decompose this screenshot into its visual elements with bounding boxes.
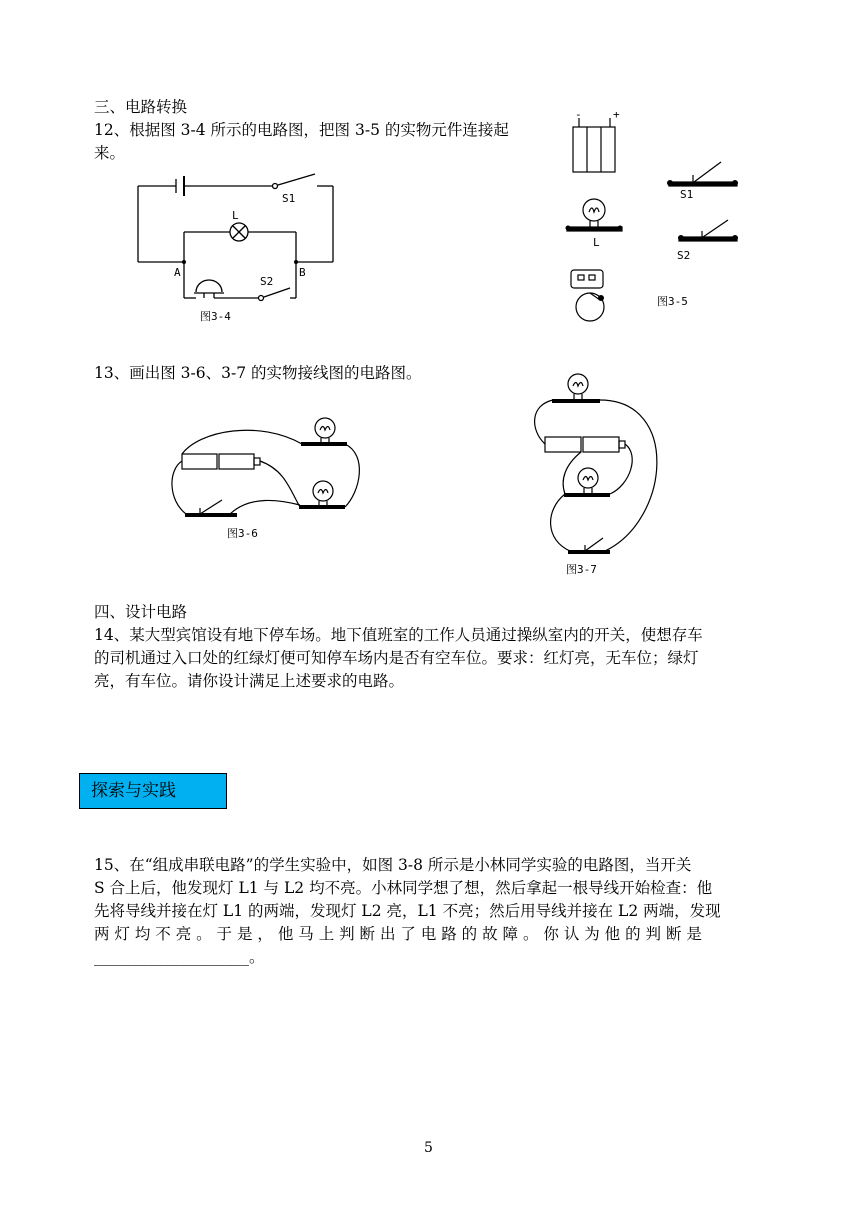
fig34-label-s2: S2 [260,275,274,288]
question-15-line-4: 两 灯 均 不 亮 。 于 是 ， 他 马 上 判 断 出 了 电 路 的 故 障 。 你 认 为 他 的 判 断 是 [94,925,702,943]
fig34-label-b: B [299,266,306,279]
fig37-caption: 图3-7 [566,563,597,576]
answer-blank[interactable]: ____________________ [94,948,249,966]
section-4-title: 四、设计电路 [94,603,188,621]
fig34-caption: 图3-4 [200,310,231,323]
question-14-line-2: 的司机通过入口处的红绿灯便可知停车场内是否有空车位。要求：红灯亮，无车位；绿灯 [94,649,699,667]
question-15-line-3: 先将导线并接在灯 L1 的两端，发现灯 L2 亮，L1 不亮；然后用导线并接在 L2 两端，发现 [94,902,721,920]
answer-end-mark: 。 [249,948,265,966]
fig35-caption: 图3-5 [657,295,688,308]
fig34-label-l: L [232,209,239,222]
fig36-caption: 图3-6 [227,527,258,540]
fig35-minus: - [575,108,582,121]
question-14-line-1: 14、某大型宾馆设有地下停车场。地下值班室的工作人员通过操纵室内的开关，使想存车 [94,626,703,644]
question-13: 13、画出图 3-6、3-7 的实物接线图的电路图。 [94,364,422,382]
question-15-line-2: S 合上后，他发现灯 L1 与 L2 均不亮。小林同学想了想，然后拿起一根导线开始检查：他 [94,879,713,897]
question-14-line-3: 亮，有车位。请你设计满足上述要求的电路。 [94,672,405,690]
fig35-label-s2: S2 [677,249,691,262]
section-3-title: 三、电路转换 [94,98,188,116]
fig35-plus: + [613,108,620,121]
question-12-line-2: 来。 [94,144,126,162]
explore-practice-badge: 探索与实践 [79,773,227,809]
question-15-line-1: 15、在“组成串联电路”的学生实验中，如图 3-8 所示是小林同学实验的电路图，当开关 [94,856,692,874]
page-number: 5 [424,1140,433,1156]
fig34-label-s1: S1 [282,192,296,205]
fig35-label-s1: S1 [680,188,694,201]
fig34-label-a: A [174,266,181,279]
question-15-answer-line [94,945,265,969]
fig35-label-l: L [593,236,600,249]
question-12-line-1: 12、根据图 3-4 所示的电路图，把图 3-5 的实物元件连接起 [94,121,509,139]
